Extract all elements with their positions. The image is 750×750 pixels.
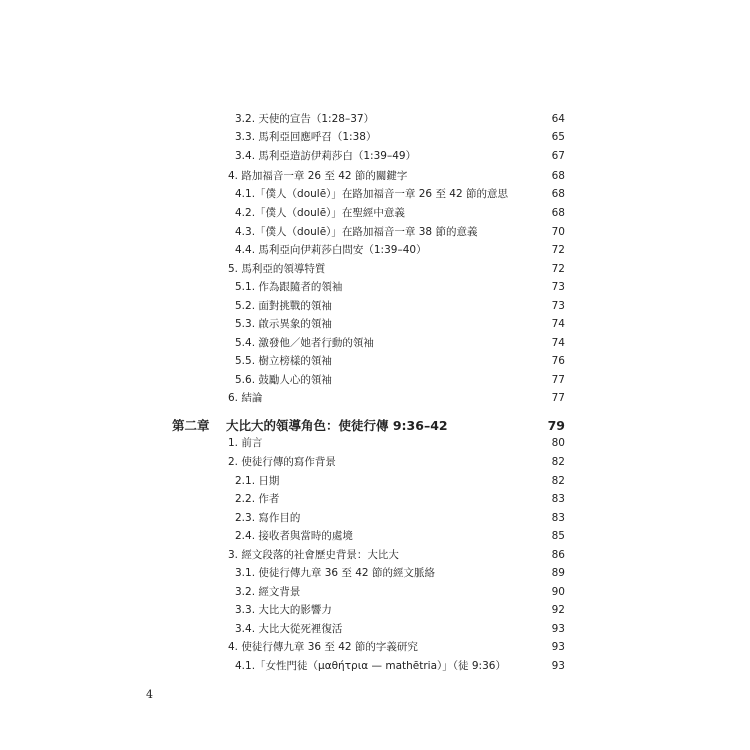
- toc-entry: [0, 583, 750, 601]
- toc-entry-page: 64: [551, 113, 565, 125]
- toc-entry-page: 83: [551, 493, 565, 505]
- toc-entry-title: 4.3.「僕人（doulē）」在路加福音一章 38 節的意義: [235, 226, 478, 238]
- toc-entry: [0, 315, 750, 333]
- toc-entry: [0, 128, 750, 146]
- toc-entry: [0, 352, 750, 370]
- toc-entry-title: 4. 路加福音一章 26 至 42 節的關鍵字: [228, 170, 408, 182]
- toc-entry-page: 68: [551, 207, 565, 219]
- toc-entry-title: 2.3. 寫作目的: [235, 512, 301, 524]
- toc-entry-page: 67: [551, 150, 565, 162]
- toc-entry: [0, 453, 750, 471]
- toc-entry-title: 4.4. 馬利亞向伊莉莎白問安（1:39–40）: [235, 244, 427, 256]
- chapter-label: 第二章: [172, 418, 210, 433]
- toc-entry: [0, 546, 750, 564]
- toc-entry-page: 92: [551, 604, 565, 616]
- toc-entry-page: 74: [551, 318, 565, 330]
- toc-entry: [0, 564, 750, 582]
- chapter-page: 79: [547, 418, 565, 433]
- toc-entry-page: 70: [551, 226, 565, 238]
- toc-entry-title: 2.1. 日期: [235, 475, 280, 487]
- toc-entry-title: 5. 馬利亞的領導特質: [228, 263, 326, 275]
- toc-entry-title: 3.3. 大比大的影響力: [235, 604, 332, 616]
- toc-entry-title: 3. 經文段落的社會歷史背景：大比大: [228, 549, 399, 561]
- toc-entry: [0, 223, 750, 241]
- toc-entry-page: 76: [551, 355, 565, 367]
- toc-entry-title: 1. 前言: [228, 437, 263, 449]
- toc-entry-page: 65: [551, 131, 565, 143]
- toc-entry-title: 3.4. 馬利亞造訪伊莉莎白（1:39–49）: [235, 150, 417, 162]
- page-number: 4: [146, 688, 153, 701]
- toc-entry: [0, 110, 750, 128]
- toc-entry: [0, 472, 750, 490]
- toc-entry: [0, 185, 750, 203]
- toc-entry-page: 72: [551, 244, 565, 256]
- toc-entry-title: 5.1. 作為跟隨者的領袖: [235, 281, 343, 293]
- toc-entry: [0, 389, 750, 407]
- toc-entry-title: 3.2. 經文背景: [235, 586, 301, 598]
- toc-entry: [0, 434, 750, 452]
- toc-entry-title: 5.6. 鼓勵人心的領袖: [235, 374, 332, 386]
- toc-entry-page: 90: [551, 586, 565, 598]
- toc-entry-title: 3.3. 馬利亞回應呼召（1:38）: [235, 131, 377, 143]
- toc-entry-page: 82: [551, 456, 565, 468]
- toc-entry-title: 2.4. 接收者與當時的處境: [235, 530, 353, 542]
- toc-entry: [0, 601, 750, 619]
- toc-entry: [0, 167, 750, 185]
- toc-entry-page: 83: [551, 512, 565, 524]
- toc-entry-page: 73: [551, 281, 565, 293]
- toc-entry: [0, 657, 750, 675]
- toc-entry-page: 86: [551, 549, 565, 561]
- toc-entry-page: 73: [551, 300, 565, 312]
- toc-entry-title: 3.4. 大比大從死裡復活: [235, 623, 343, 635]
- toc-entry-title: 4. 使徒行傳九章 36 至 42 節的字義研究: [228, 641, 418, 653]
- toc-entry-page: 80: [551, 437, 565, 449]
- toc-entry-page: 93: [551, 660, 565, 672]
- toc-entry: [0, 509, 750, 527]
- toc-entry: [0, 371, 750, 389]
- toc-entry-page: 93: [551, 623, 565, 635]
- toc-entry-title: 3.1. 使徒行傳九章 36 至 42 節的經文脈絡: [235, 567, 435, 579]
- toc-entry: [0, 334, 750, 352]
- toc-entry-page: 89: [551, 567, 565, 579]
- toc-entry: [0, 260, 750, 278]
- toc-entry-page: 77: [551, 392, 565, 404]
- toc-entry-title: 4.1.「女性門徒（μαθήτρια — mathētria）」（徒 9:36）: [235, 660, 506, 672]
- toc-entry-page: 68: [551, 188, 565, 200]
- toc-entry: [0, 620, 750, 638]
- toc-entry-page: 74: [551, 337, 565, 349]
- toc-entry: [0, 147, 750, 165]
- toc-entry-page: 68: [551, 170, 565, 182]
- toc-entry: [0, 527, 750, 545]
- toc-entry-page: 93: [551, 641, 565, 653]
- toc-entry-title: 2. 使徒行傳的寫作背景: [228, 456, 336, 468]
- toc-entry: [0, 638, 750, 656]
- toc-entry: [0, 490, 750, 508]
- toc-entry: [0, 241, 750, 259]
- toc-entry-title: 4.2.「僕人（doulē）」在聖經中意義: [235, 207, 405, 219]
- toc-entry-title: 6. 結論: [228, 392, 263, 404]
- toc-entry-title: 2.2. 作者: [235, 493, 280, 505]
- toc-entry: [0, 297, 750, 315]
- toc-entry-page: 72: [551, 263, 565, 275]
- chapter-title: 大比大的領導角色：使徒行傳 9:36–42: [226, 418, 448, 433]
- toc-entry-page: 85: [551, 530, 565, 542]
- toc-entry: [0, 278, 750, 296]
- toc-entry-title: 5.5. 樹立榜樣的領袖: [235, 355, 332, 367]
- toc-entry-title: 5.2. 面對挑戰的領袖: [235, 300, 332, 312]
- toc-entry-title: 3.2. 天使的宣告（1:28–37）: [235, 113, 375, 125]
- toc-entry: [0, 204, 750, 222]
- toc-entry-page: 77: [551, 374, 565, 386]
- toc-entry-title: 5.4. 激發他／她者行動的領袖: [235, 337, 374, 349]
- toc-entry-title: 4.1.「僕人（doulē）」在路加福音一章 26 至 42 節的意思: [235, 188, 508, 200]
- toc-entry-page: 82: [551, 475, 565, 487]
- toc-entry-title: 5.3. 啟示異象的領袖: [235, 318, 332, 330]
